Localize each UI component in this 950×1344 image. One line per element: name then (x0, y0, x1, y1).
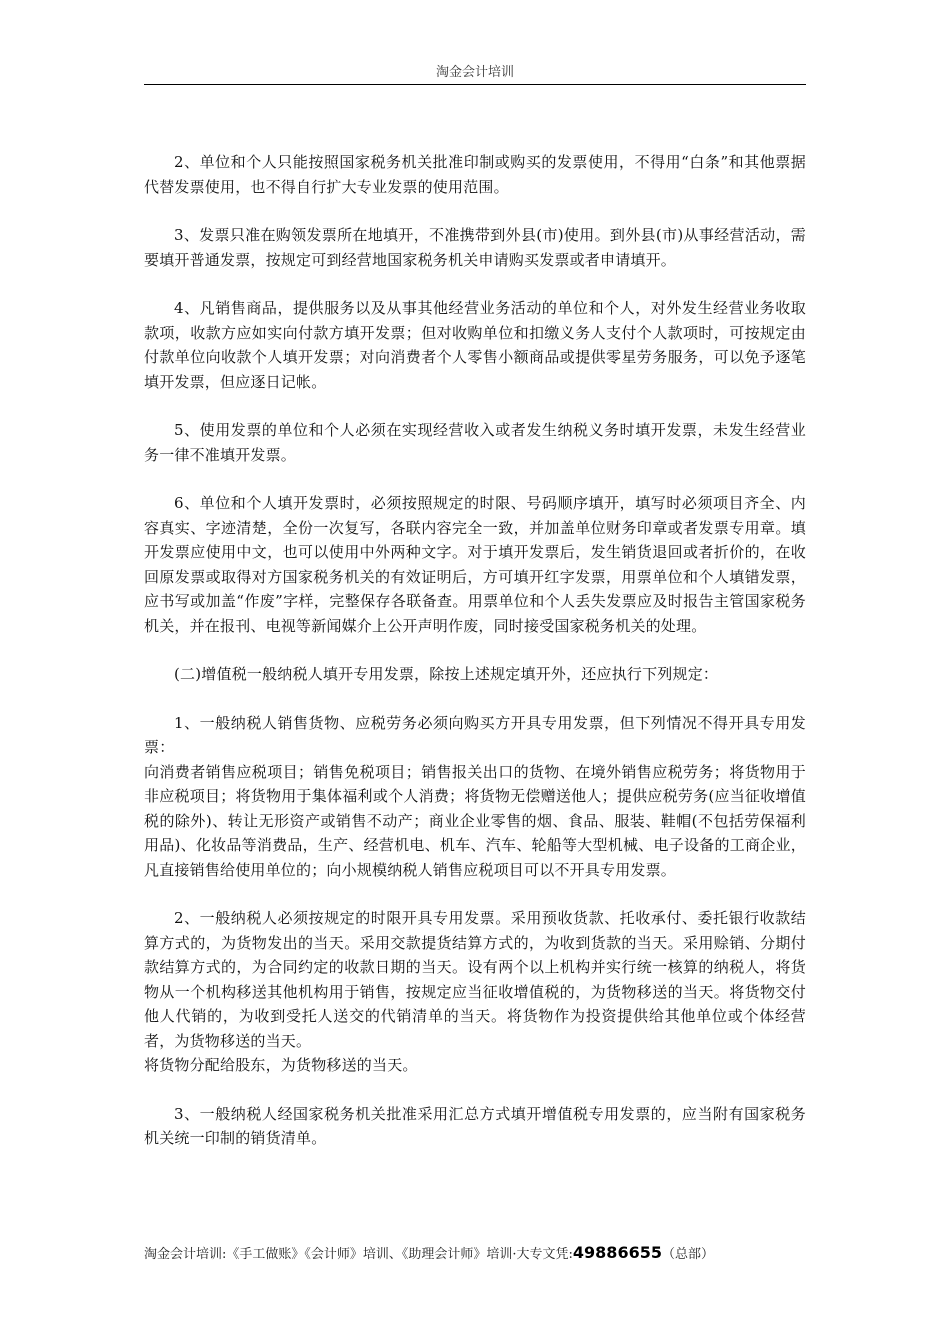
page-footer (144, 1243, 844, 1265)
footer-suffix: （总部） (661, 1247, 714, 1262)
paragraph-vat-1: 1、一般纳税人销售货物、应税劳务必须向购买方开具专用发票，但下列情况不得开具专用发票： (144, 713, 806, 756)
header-title: 淘金会计培训 (435, 65, 514, 80)
section-heading-vat: (二)增值税一般纳税人填开专用发票，除按上述规定填开外，还应执行下列规定： (174, 665, 719, 683)
paragraph-item-3: 3、发票只准在购领发票所在地填开，不准携带到外县(市)使用。到外县(市)从事经营活动，需要填开普通发票，按规定可到经营地国家税务机关申请购买发票或者申请填开。 (144, 226, 806, 269)
paragraph-item-4: 4、凡销售商品，提供服务以及从事其他经营业务活动的单位和个人，对外发生经营业务收取款项，收款方应如实向付款方填开发票；但对收购单位和扣缴义务人支付个人款项时，可按规定由付款单位向收款个人填开发票；对向消费者个人零售小额商品或提供零星劳务服务，可以免予逐笔填开发票，但应逐日记帐。 (144, 299, 806, 391)
paragraph-vat-3: 3、一般纳税人经国家税务机关批准采用汇总方式填开增值税专用发票的，应当附有国家税务机关统一印制的销货清单。 (144, 1104, 806, 1147)
paragraph-vat-2-continued: 将货物分配给股东，为货物移送的当天。 (144, 1056, 418, 1074)
paragraph-vat-1-list: 向消费者销售应税项目；销售免税项目；销售报关出口的货物、在境外销售应税劳务；将货物用于非应税项目；将货物用于集体福利或个人消费；将货物无偿赠送他人；提供应税劳务(应当征收增值税的除外)、转让无形资产或销售不动产；商业企业零售的烟、食品、服装、鞋帽(不包括劳保福利用品)、化妆品等消费品，生产、经营机电、机车、汽车、轮船等大型机械、电子设备的工商企业，凡直接销售给使用单位的；向小规模纳税人销售应税项目可以不开具专用发票。 (144, 762, 806, 879)
paragraph-item-2: 2、单位和个人只能按照国家税务机关批准印制或购买的发票使用，不得用“白条”和其他票据代替发票使用，也不得自行扩大专业发票的使用范围。 (144, 153, 806, 196)
paragraph-item-6: 6、单位和个人填开发票时，必须按照规定的时限、号码顺序填开，填写时必须项目齐全、内容真实、字迹清楚，全份一次复写，各联内容完全一致，并加盖单位财务印章或者发票专用章。填开发票应使用中文，也可以使用中外两种文字。对于填开发票后，发生销货退回或者折价的，在收回原发票或取得对方国家税务机关的有效证明后，方可填开红字发票，用票单位和个人填错发票，应书写或加盖“作废”字样，完整保存各联备查。用票单位和个人丢失发票应及时报告主管国家税务机关，并在报刊、电视等新闻媒介上公开声明作废，同时接受国家税务机关的处理。 (144, 494, 806, 635)
document-body (144, 150, 806, 1151)
paragraph-item-5: 5、使用发票的单位和个人必须在实现经营收入或者发生纳税义务时填开发票，未发生经营业务一律不准填开发票。 (144, 421, 806, 464)
footer-text: 淘金会计培训:《手工做账》《会计师》培训、《助理会计师》培训·大专文凭: (144, 1247, 573, 1262)
paragraph-vat-2: 2、一般纳税人必须按规定的时限开具专用发票。采用预收货款、托收承付、委托银行收款结算方式的，为货物发出的当天。采用交款提货结算方式的，为收到货款的当天。采用赊销、分期付款结算方式的，为合同约定的收款日期的当天。设有两个以上机构并实行统一核算的纳税人，将货物从一个机构移送其他机构用于销售，按规定应当征收增值税的，为货物移送的当天。将货物交付他人代销的，为收到受托人送交的代销清单的当天。将货物作为投资提供给其他单位或个体经营者，为货物移送的当天。 (144, 909, 806, 1050)
page-header (144, 62, 806, 85)
footer-phone: 49886655 (572, 1243, 662, 1262)
